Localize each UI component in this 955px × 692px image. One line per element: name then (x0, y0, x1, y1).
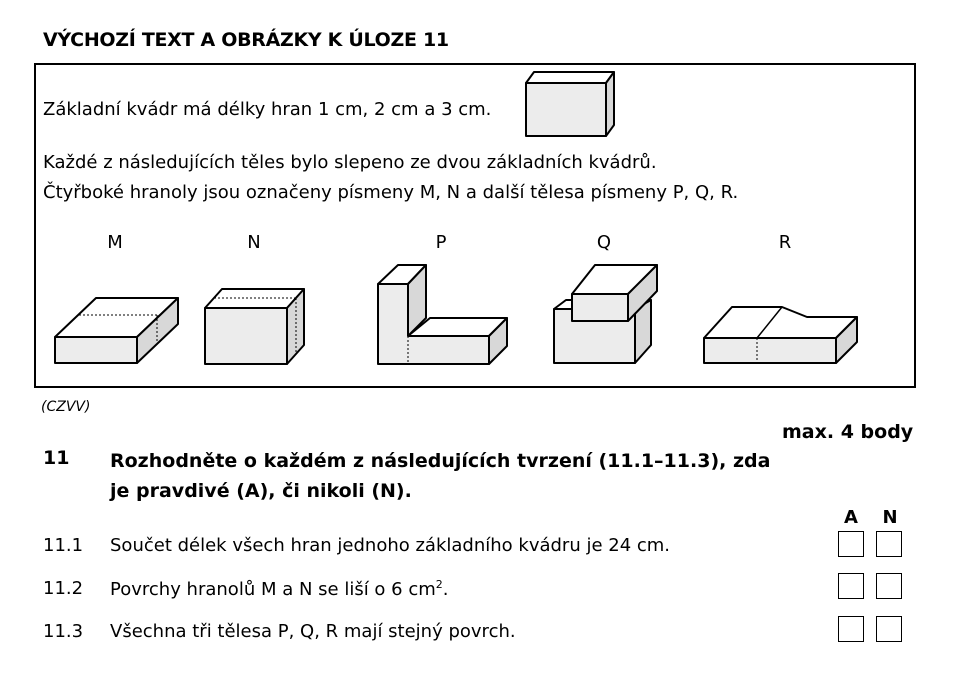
item-text-11-2 (110, 578, 449, 600)
answer-box-11-2-n[interactable] (876, 573, 902, 599)
answer-box-11-3-a[interactable] (838, 616, 864, 642)
task-number: 11 (43, 447, 70, 469)
intro-line-3: Čtyřboké hranoly jsou označeny písmeny M, N a další tělesa písmeny P, Q, R. (43, 182, 739, 203)
solid-label-r: R (778, 232, 792, 253)
answer-box-11-1-n[interactable] (876, 531, 902, 557)
solid-label-p: P (435, 232, 447, 253)
column-a-header: A (844, 507, 858, 528)
item-text-11-1: Součet délek všech hran jednoho základního kvádru je 24 cm. (110, 535, 671, 556)
item-text-11-2-main: Povrchy hranolů M a N se liší o 6 cm (110, 579, 436, 600)
intro-line-2: Každé z následujících těles bylo slepeno ze dvou základních kvádrů. (43, 152, 657, 173)
solid-label-q: Q (596, 232, 612, 253)
task-prompt: Rozhodněte o každém z následujících tvrzení (11.1–11.3), zda je pravdivé (A), či nikoli (N). (110, 450, 771, 502)
superscript-2: 2 (435, 578, 443, 591)
max-points: max. 4 body (782, 421, 914, 443)
item-text-11-2-end: . (442, 579, 449, 600)
answer-box-11-3-n[interactable] (876, 616, 902, 642)
item-number-11-2: 11.2 (43, 578, 84, 599)
item-number-11-1: 11.1 (43, 535, 84, 556)
item-text-11-3: Všechna tři tělesa P, Q, R mají stejný povrch. (110, 621, 516, 642)
page-heading: VÝCHOZÍ TEXT A OBRÁZKY K ÚLOZE 11 (43, 29, 449, 51)
answer-box-11-2-a[interactable] (838, 573, 864, 599)
intro-line-1: Základní kvádr má délky hran 1 cm, 2 cm a 3 cm. (43, 99, 492, 120)
column-n-header: N (882, 507, 898, 528)
source-note: (CZVV) (41, 399, 91, 415)
item-number-11-3: 11.3 (43, 621, 84, 642)
solid-label-m: M (107, 232, 123, 253)
solid-label-n: N (247, 232, 261, 253)
answer-box-11-1-a[interactable] (838, 531, 864, 557)
